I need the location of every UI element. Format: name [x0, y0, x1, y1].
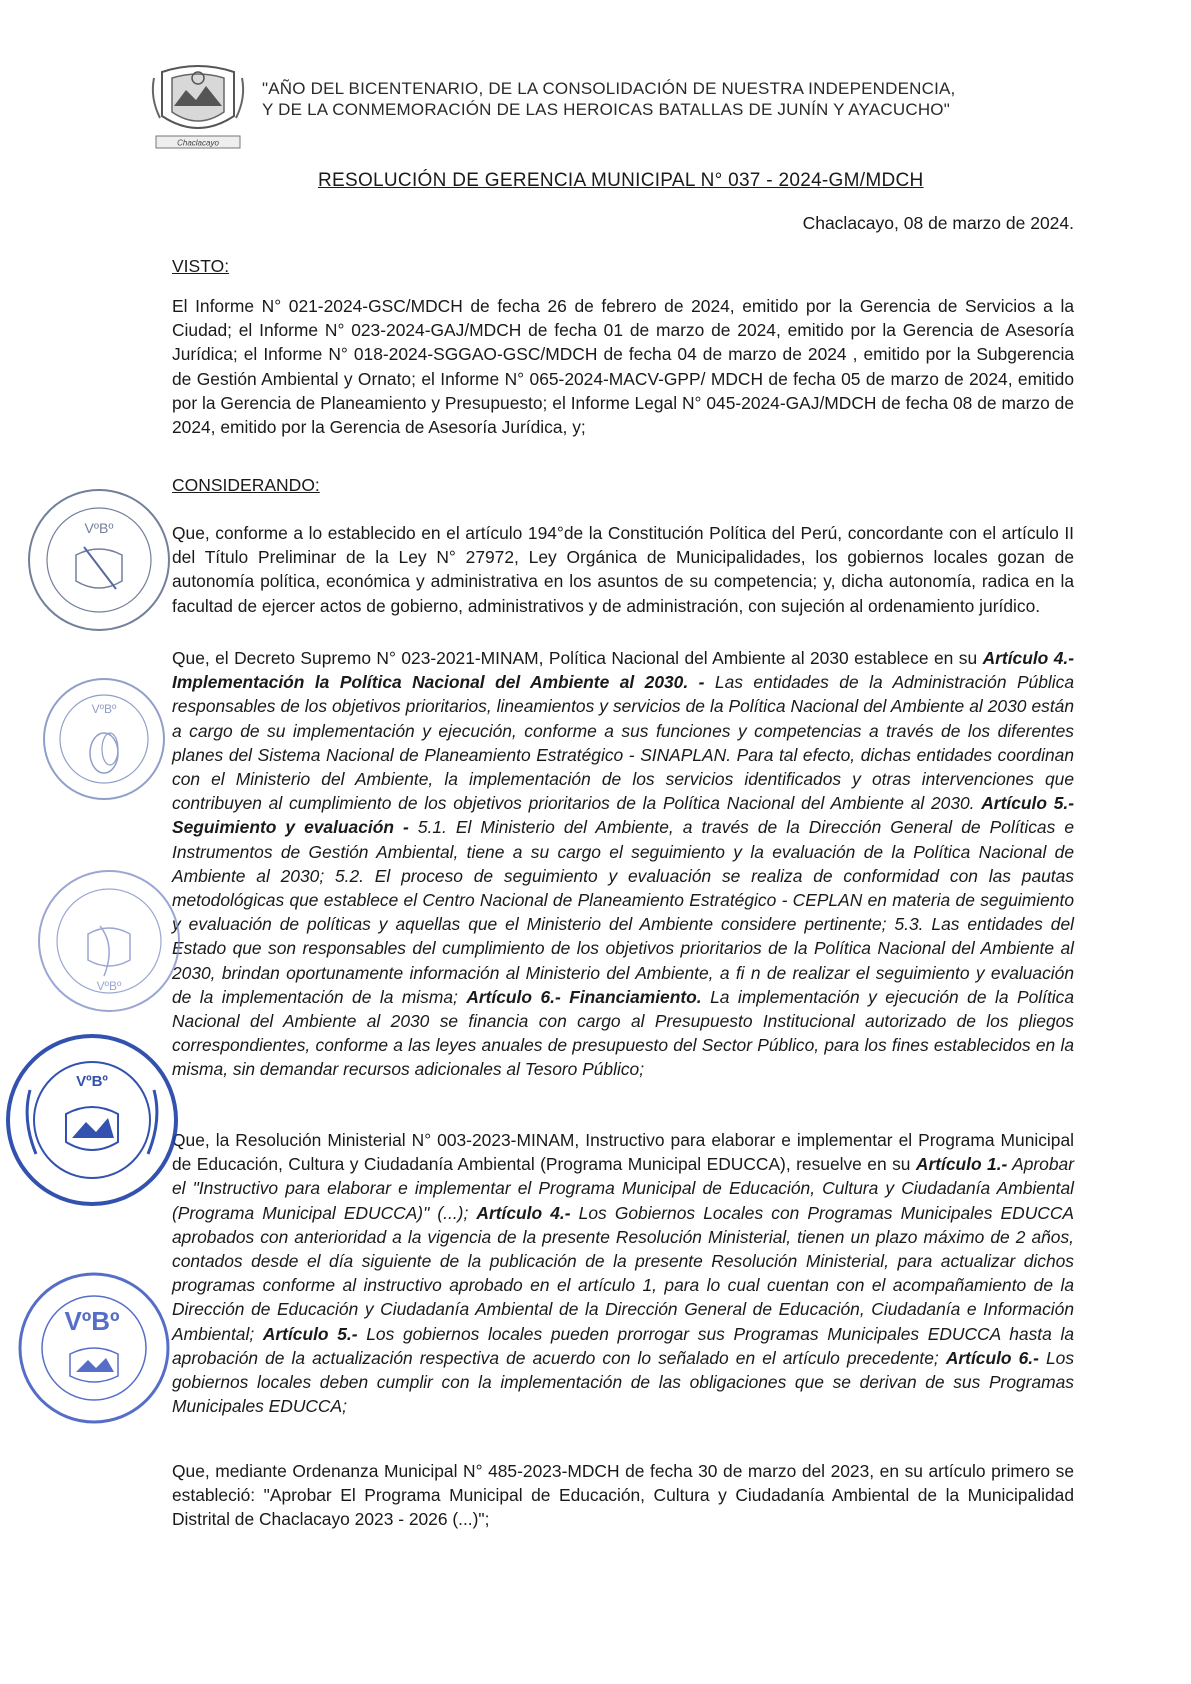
- resolution-date: Chaclacayo, 08 de marzo de 2024.: [802, 213, 1074, 233]
- considerando-heading: CONSIDERANDO:: [172, 475, 320, 495]
- considerando-paragraph-1: Que, conforme a lo establecido en el artículo 194°de la Constitución Política del Perú, concordante con el artículo II del Título Preliminar de la Ley N° 27972, Ley Orgánica de Municipalidades, los gobiernos locales gozan de autonomía política, económica y administrativa en los asuntos de su competencia; y, dicha autonomía, radica en la facultad de ejercer actos de gobierno, administrativos y de administración, con sujeción al ordenamiento jurídico.: [172, 523, 1074, 616]
- article-5-bold: Artículo 5.- Seguimiento y evaluación -: [172, 793, 1074, 838]
- asesoria-juridica-stamp-icon: [2, 1030, 182, 1210]
- article-4-bold: Artículo 4.-: [476, 1202, 571, 1223]
- text-run: La implementación y ejecución de la Política Nacional del Ambiente al 2030 se financia con cargo al Presupuesto Institucional autorizado de los pliegos correspondientes, conforme a las leyes anuales de presupuesto del Sector Público, para los fines establecidos en la misma, sin demandar recursos adicionales al Tesoro Público;: [172, 986, 1075, 1080]
- svg-text:VºBº: VºBº: [76, 1073, 108, 1090]
- svg-text:VºBº: VºBº: [64, 1306, 120, 1336]
- considerando-paragraph-4: Que, mediante Ordenanza Municipal N° 485-2023-MDCH de fecha 30 de marzo del 2023, en su artículo primero se estableció: "Aprobar El Programa Municipal de Educación, Cultura y Ciudadanía Ambiental de la Municipalidad Distrital de Chaclacayo 2023 - 2026 (...)";: [172, 1461, 1074, 1530]
- gestion-ambiental-stamp-icon: [34, 866, 184, 1016]
- svg-text:VºBº: VºBº: [96, 979, 122, 993]
- text-run: 5.1. El Ministerio del Ambiente, a través de la Dirección General de Políticas e Instrumentos de Gestión Ambiental, tiene a su cargo el seguimiento y la evaluación de la Política Nacional de Ambiente al 2030; 5.2. El proceso de seguimiento y evaluación se realiza de conformidad con las pautas metodológicas que establece el Centro Nacional de Planeamiento Estratégico - CEPLAN en materia de seguimiento y evaluación de políticas y aquellas que el Ministerio del Ambiente considere pertinente; 5.3. Las entidades del Estado que son responsables del cumplimiento de los objetivos prioritarios de la Política Nacional del Ambiente al 2030, brindan oportunamente información al Ministerio del Ambiente, a fi n de realizar el seguimiento y evaluación de la implementación de la misma;: [172, 817, 1075, 1007]
- text-run: Los gobiernos locales pueden prorrogar sus Programas Municipales EDUCCA hasta la aprobación de la actualización respectiva de acuerdo con lo señalado en el artículo precedente;: [172, 1323, 1074, 1368]
- article-4-bold: Artículo 4.- Implementación la Política Nacional del Ambiente al 2030. -: [172, 648, 1075, 693]
- motto-line-1: "AÑO DEL BICENTENARIO, DE LA CONSOLIDACIÓN DE NUESTRA INDEPENDENCIA,: [262, 79, 956, 98]
- text-run: Las entidades de la Administración Pública responsables de los objetivos prioritarios, lineamientos y servicios de la Política Nacional del Ambiente al 2030 están a cargo de su implementación y ejecución, conforme a sus funciones y competencias a través de los diferentes planes del Sistema Nacional de Planeamiento Estratégico - SINAPLAN. Para tal efecto, dichas entidades coordinan con el Ministerio del Ambiente, la implementación de los servicios identificados y otras intervenciones que contribuyen al cumplimiento de los objetivos prioritarios de la Política Nacional del Ambiente al 2030.: [172, 672, 1074, 814]
- text-run: Que, la Resolución Ministerial N° 003-2023-MINAM, Instructivo para elaborar e implementar el Programa Municipal de Educación, Cultura y Ciudadanía Ambiental (Programa Municipal EDUCCA), resuelve en su: [172, 1130, 1074, 1175]
- article-5-bold: Artículo 5.-: [262, 1323, 358, 1344]
- considerando-paragraph-2: [172, 646, 1074, 1082]
- text-run: Los gobiernos locales deben cumplir con la implementación de las obligaciones que se derivan de sus Programas Municipales EDUCCA;: [172, 1347, 1075, 1417]
- servicios-ciudad-stamp-icon: [40, 675, 168, 803]
- article-1-bold: Artículo 1.-: [915, 1154, 1008, 1175]
- motto-line-2: Y DE LA CONMEMORACIÓN DE LAS HEROICAS BATALLAS DE JUNÍN Y AYACUCHO": [262, 100, 950, 119]
- planeamiento-presupuesto-stamp-icon: [14, 1268, 174, 1428]
- text-run: Que, el Decreto Supremo N° 023-2021-MINAM, Política Nacional del Ambiente al 2030 establece en su: [172, 648, 983, 668]
- municipal-coat-of-arms-icon: [148, 58, 248, 154]
- visto-paragraph: El Informe N° 021-2024-GSC/MDCH de fecha 26 de febrero de 2024, emitido por la Gerencia de Servicios a la Ciudad; el Informe N° 023-2024-GAJ/MDCH de fecha 01 de marzo de 2024, emitido por la Gerencia de Asesoría Jurídica; el Informe N° 018-2024-SGGAO-GSC/MDCH de fecha 04 de marzo de 2024 , emitido por la Subgerencia de Gestión Ambiental y Ornato; el Informe N° 065-2024-MACV-GPP/ MDCH de fecha 05 de marzo de 2024, emitido por la Gerencia de Planeamiento y Presupuesto; el Informe Legal N° 045-2024-GAJ/MDCH de fecha 08 de marzo de 2024, emitido por la Gerencia de Asesoría Jurídica, y;: [172, 296, 1074, 438]
- svg-text:VºBº: VºBº: [84, 520, 114, 536]
- considerando-paragraph-3: [172, 1128, 1074, 1418]
- logo-caption: Chaclacayo: [177, 138, 219, 148]
- text-run: Aprobar el "Instructivo para elaborar e implementar el Programa Municipal de Educación, Cultura y Ciudadanía Ambiental (Programa Municipal EDUCCA)" (...);: [172, 1154, 1074, 1223]
- visto-heading: VISTO:: [172, 256, 230, 276]
- year-motto: [262, 78, 1022, 120]
- svg-text:VºBº: VºBº: [91, 702, 117, 716]
- text-run: Los Gobiernos Locales con Programas Municipales EDUCCA aprobados con anterioridad a la vigencia de la presente Resolución Ministerial, tienen un plazo máximo de 2 años, contados desde el día siguiente de la publicación de la presente Resolución Ministerial, para actualizar dichos programas conforme al instructivo aprobado en el artículo 1, para lo cual cuentan con el acompañamiento de la Dirección de Educación y Ciudadanía Ambiental de la Dirección General de Educación, Ciudadanía e Información Ambiental;: [172, 1202, 1074, 1344]
- article-6-bold: Artículo 6.- Financiamiento.: [466, 986, 702, 1007]
- gerente-municipal-stamp-icon: [24, 485, 174, 635]
- article-6-bold: Artículo 6.-: [945, 1347, 1039, 1368]
- resolution-title: RESOLUCIÓN DE GERENCIA MUNICIPAL N° 037 - 2024-GM/MDCH: [318, 170, 924, 191]
